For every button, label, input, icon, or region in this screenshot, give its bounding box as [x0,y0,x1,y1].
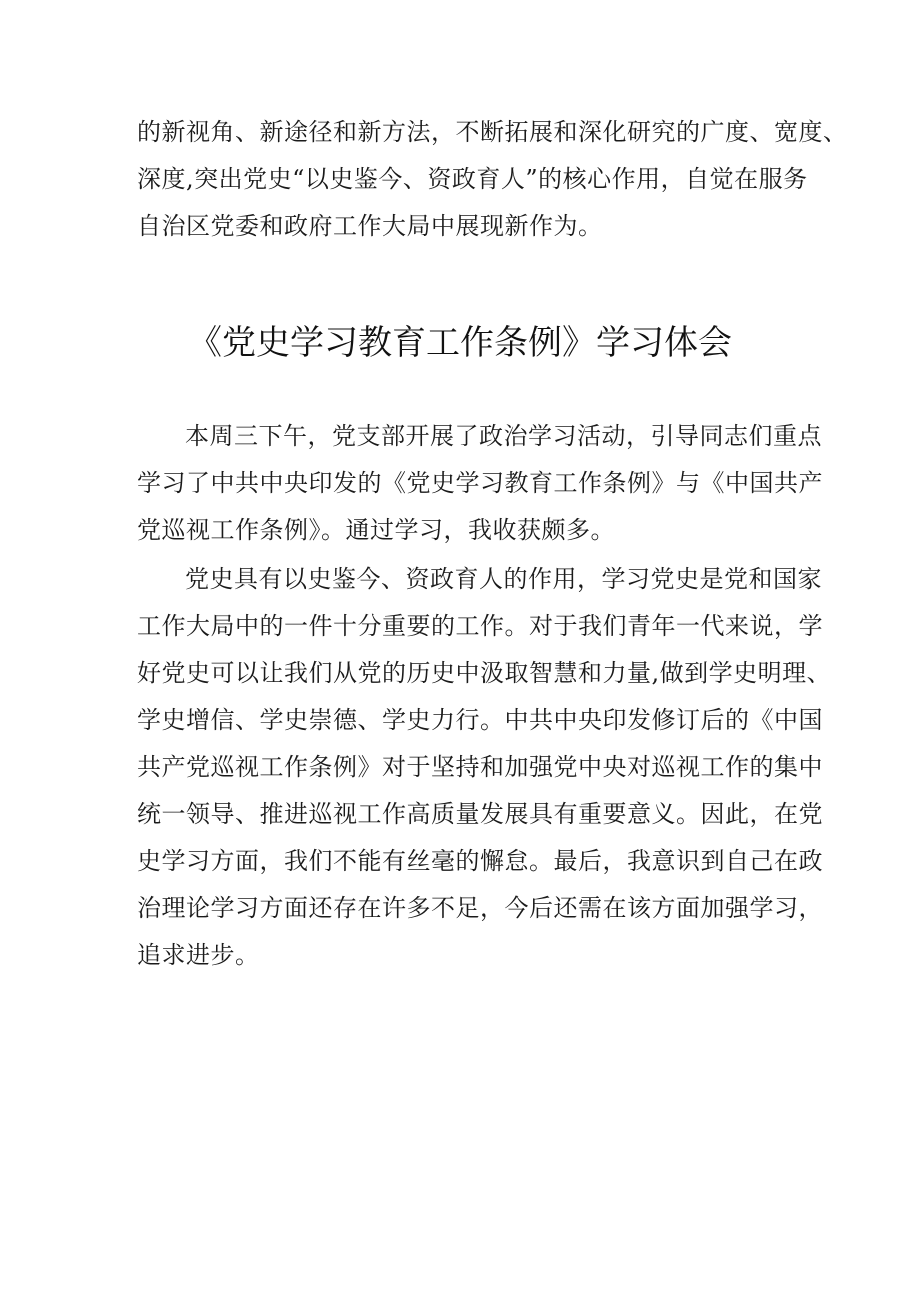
paragraph-line: 学史增信、学史崇德、学史力行。中共中央印发修订后的《中国 [137,706,823,734]
intro-line: 的新视角、新途径和新方法，不断拓展和深化研究的广度、宽度、 [137,118,848,146]
paragraph-line: 治理论学习方面还存在许多不足，今后还需在该方面加强学习， [137,894,823,922]
paragraph-line: 共产党巡视工作条例》对于坚持和加强党中央对巡视工作的集中 [137,753,823,781]
paragraph-line: 本周三下午，党支部开展了政治学习活动，引导同志们重点 [185,422,822,450]
document-title: 《党史学习教育工作条例》学习体会 [188,323,732,363]
paragraph-line: 史学习方面，我们不能有丝毫的懈怠。最后，我意识到自己在政 [137,847,823,875]
paragraph-line: 党巡视工作条例》。通过学习，我收获颇多。 [137,516,615,544]
paragraph-line: 工作大局中的一件十分重要的工作。对于我们青年一代来说，学 [137,612,823,640]
paragraph-line: 好党史可以让我们从党的历史中汲取智慧和力量,做到学史明理、 [137,659,832,687]
paragraph-line: 统一领导、推进巡视工作高质量发展具有重要意义。因此，在党 [137,800,823,828]
intro-line: 深度,突出党史“以史鉴今、资政育人”的核心作用，自觉在服务 [137,165,808,193]
paragraph-line: 追求进步。 [137,941,260,969]
paragraph-line: 学习了中共中央印发的《党史学习教育工作条例》与《中国共产 [137,469,823,497]
intro-line: 自治区党委和政府工作大局中展现新作为。 [137,212,603,240]
paragraph-line: 党史具有以史鉴今、资政育人的作用，学习党史是党和国家 [185,565,822,593]
